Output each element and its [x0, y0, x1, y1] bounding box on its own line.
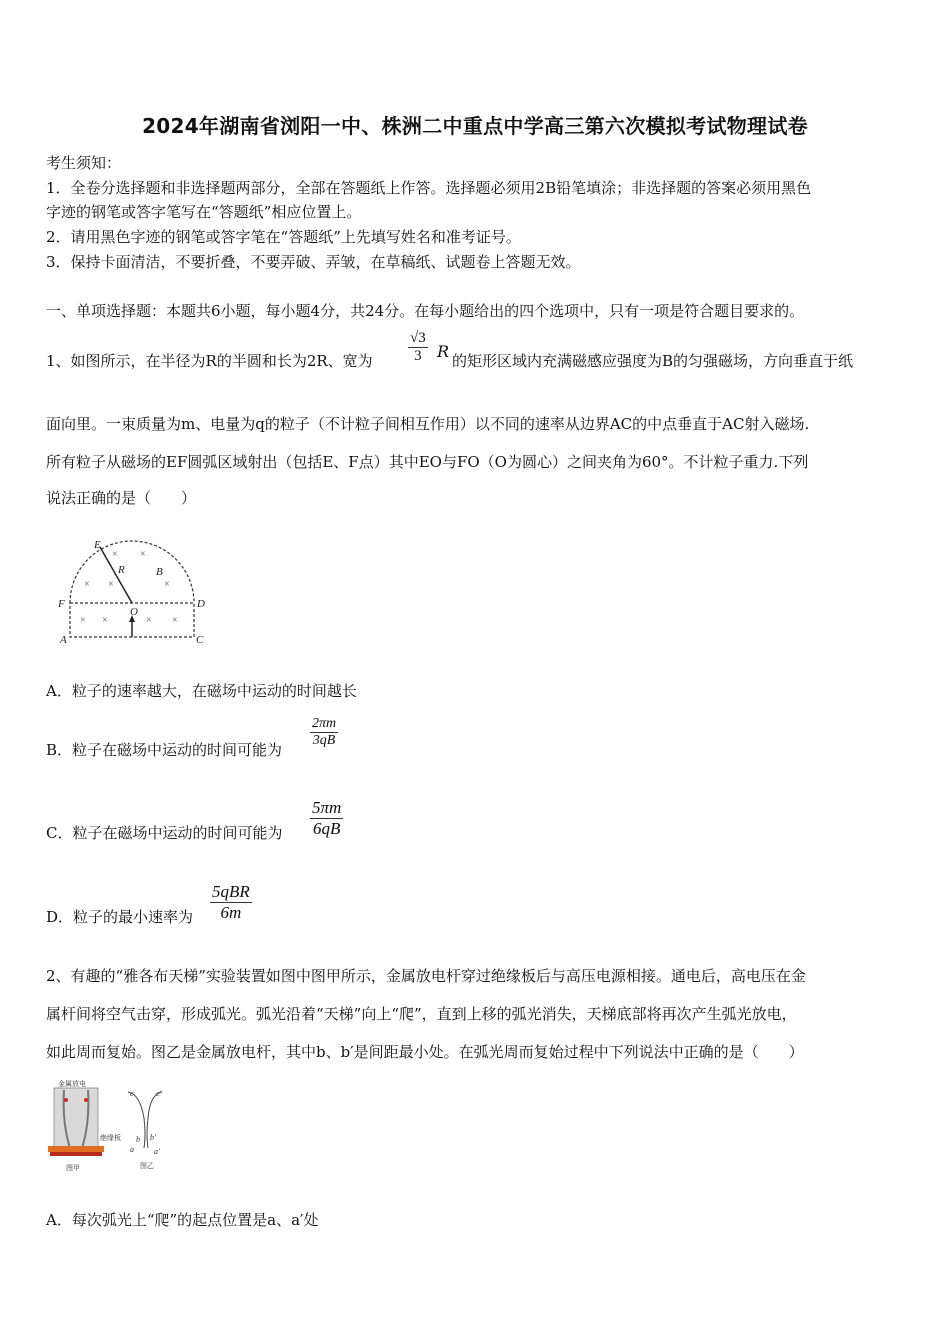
- q1-fraction: [408, 330, 428, 365]
- fig2-label-a-prime: a′: [154, 1147, 160, 1156]
- fig1-label-r: R: [118, 564, 125, 576]
- q1-option-c: C．粒子在磁场中运动的时间可能为: [46, 824, 283, 842]
- q1-frac-num: √3: [410, 330, 426, 346]
- fig1-label-c: C: [196, 634, 204, 646]
- q2-option-a: A．每次弧光上“爬”的起点位置是a、a′处: [46, 1211, 319, 1229]
- svg-text:×: ×: [172, 615, 178, 626]
- q1-line-3: 所有粒子从磁场的EF圆弧区域射出（包括E、F点）其中EO与FO（O为圆心）之间夹角为60°。不计粒子重力.下列: [46, 453, 809, 471]
- svg-text:×: ×: [102, 615, 108, 626]
- fig1-label-d: D: [197, 598, 205, 610]
- section-heading: 一、单项选择题：本题共6小题，每小题4分，共24分。在每小题给出的四个选项中，只有一项是符合题目要求的。: [46, 302, 805, 320]
- q1-option-c-num: 5πm: [312, 798, 342, 817]
- q2-line-1: 2、有趣的“雅各布天梯”实验装置如图中图甲所示，金属放电杆穿过绝缘板后与高压电源相接。通电后，高电压在金: [46, 967, 806, 985]
- q1-option-d: D．粒子的最小速率为: [46, 908, 194, 926]
- q1-option-a: A．粒子的速率越大，在磁场中运动的时间越长: [46, 682, 357, 700]
- notice-line-2: 字迹的钢笔或答字笔写在“答题纸”相应位置上。: [46, 203, 362, 221]
- fig1-label-b: B: [156, 566, 163, 578]
- fig1-label-f: F: [58, 598, 65, 610]
- svg-text:×: ×: [80, 615, 86, 626]
- svg-text:×: ×: [112, 549, 118, 560]
- fig2-label-yi: 图乙: [140, 1162, 154, 1170]
- q1-option-c-den: 6qB: [312, 819, 341, 838]
- svg-text:×: ×: [84, 579, 90, 590]
- q1-option-d-num: 5qBR: [212, 882, 250, 901]
- notice-line-1: 1．全卷分选择题和非选择题两部分，全部在答题纸上作答。选择题必须用2B铅笔填涂；非选择题的答案必须用黑色: [46, 179, 812, 197]
- q2-line-3: 如此周而复始。图乙是金属放电杆，其中b、b′是间距最小处。在弧光周而复始过程中下列说法中正确的是（ ）: [46, 1043, 804, 1061]
- q1-option-d-frac: [210, 882, 252, 923]
- svg-text:×: ×: [140, 549, 146, 560]
- fig2-label-b-prime: b′: [150, 1133, 156, 1142]
- q1-option-b-den: 3qB: [312, 733, 336, 748]
- svg-text:×: ×: [146, 615, 152, 626]
- fig2-label-c: c: [130, 1089, 134, 1098]
- q1-option-b-num: 2πm: [312, 716, 337, 731]
- q1-frac-den: 3: [414, 348, 422, 364]
- page-title: 2024年湖南省浏阳一中、株洲二中重点中学高三第六次模拟考试物理试卷: [142, 114, 808, 138]
- fig1-label-o: O: [130, 606, 138, 618]
- q2-figure: [44, 1078, 184, 1174]
- fig2-label-metal-rod: 金属放电: [58, 1080, 86, 1088]
- fig2-label-a: a: [130, 1145, 134, 1154]
- q1-line-2: 面向里。一束质量为m、电量为q的粒子（不计粒子间相互作用）以不同的速率从边界AC的中点垂直于AC射入磁场.: [46, 415, 810, 433]
- q1-figure: [52, 535, 222, 650]
- fig1-label-e: E: [94, 539, 101, 551]
- notice-heading: 考生须知：: [46, 154, 122, 172]
- svg-text:×: ×: [164, 579, 170, 590]
- svg-text:×: ×: [108, 579, 114, 590]
- q1-frac-r: R: [437, 342, 450, 361]
- notice-line-4: 3．保持卡面清洁，不要折叠，不要弄破、弄皱，在草稿纸、试题卷上答题无效。: [46, 253, 581, 271]
- fig2-label-insulator: 绝缘板: [100, 1134, 121, 1142]
- fig2-label-c-prime: c′: [156, 1089, 162, 1098]
- q1-line-1a: 1、如图所示，在半径为R的半圆和长为2R、宽为: [46, 352, 373, 370]
- q1-option-d-den: 6m: [220, 903, 242, 922]
- q1-option-b: B．粒子在磁场中运动的时间可能为: [46, 741, 283, 759]
- q1-option-b-frac: [310, 716, 338, 749]
- q1-line-4: 说法正确的是（ ）: [46, 489, 197, 507]
- fig2-label-jia: 图甲: [66, 1164, 80, 1172]
- q1-option-c-frac: [310, 798, 343, 839]
- q1-line-1b: 的矩形区域内充满磁感应强度为B的匀强磁场，方向垂直于纸: [452, 352, 854, 370]
- notice-line-3: 2．请用黑色字迹的钢笔或答字笔在“答题纸”上先填写姓名和准考证号。: [46, 228, 521, 246]
- fig2-label-b: b: [136, 1135, 140, 1144]
- q2-line-2: 属杆间将空气击穿，形成弧光。弧光沿着“天梯”向上“爬”，直到上移的弧光消失，天梯底部将再次产生弧光放电，: [46, 1005, 797, 1023]
- fig1-label-a: A: [60, 634, 67, 646]
